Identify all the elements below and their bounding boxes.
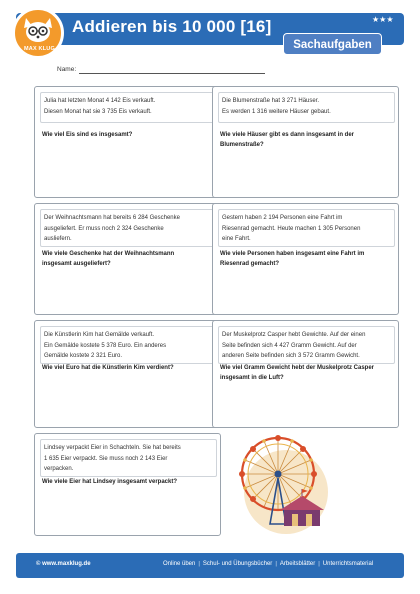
category-badge: Sachaufgaben [283,33,382,55]
task-question-line: Wie viele Häuser gibt es dann insgesamt in der [220,132,354,138]
task-text-line: Die Künstlerin Kim hat Gemälde verkauft. [44,332,155,338]
task-question [220,249,364,269]
task-card [34,86,221,198]
task-question [42,477,177,487]
task-question [42,130,132,140]
task-card [34,433,221,536]
page-title: Addieren bis 10 000 [16] [72,17,272,36]
task-text-line: Der Weihnachtsmann hat bereits 6 284 Geschenke [44,215,180,221]
task-question [42,249,174,269]
task-question-line: Wie viele Geschenke hat der Weihnachtsmann [42,251,175,257]
footer-links [163,561,373,567]
task-text-line: ausgeliefert. Er muss noch 2 324 Geschenke [44,225,164,232]
task-question-line: Wie viel Eis sind es insgesamt? [42,132,133,138]
task-question-line: Wie viel Gramm Gewicht hebt der Muskelprotz Casper [220,365,374,371]
task-text-line: Ein Gemälde kostete 5 378 Euro. Ein anderes [44,342,167,349]
task-question-line: insgesamt in die Luft? [220,375,284,381]
task-card [34,203,221,315]
tent-window [306,514,312,526]
task-text-box [40,326,217,364]
footer-link-online-ueben[interactable]: Online üben [163,561,196,567]
task-text-box [40,92,217,123]
tent-door [292,514,298,526]
task-text-box [218,92,395,123]
task-text-line: Gestern haben 2 194 Personen eine Fahrt im [222,215,343,221]
ferris-wheel-hub [275,471,282,478]
task-text-line: Der Muskelprotz Casper hebt Gewichte. Auf der einen [222,332,366,338]
task-text-line: ausliefern. [44,236,72,242]
footer-link-arbeitsblaetter[interactable]: Arbeitsblätter [279,561,316,567]
footer-copyright[interactable]: © www.maxklug.de [36,561,91,567]
task-question [42,363,174,373]
task-question-line: Blumenstraße? [220,142,264,148]
task-text-line: Julia hat letzten Monat 4 142 Eis verkauft. [44,98,156,104]
task-question-line: insgesamt ausgeliefert? [42,261,111,267]
task-question-line: Wie viele Eier hat Lindsey insgesamt verpackt? [42,479,177,485]
task-text-line: Es werden 1 316 weitere Häuser gebaut. [222,108,331,115]
task-card [212,320,399,428]
task-card [212,86,399,198]
task-question-line: Riesenrad gemacht? [220,261,280,267]
task-text-line: Diesen Monat hat sie 3 735 Eis verkauft. [44,108,152,115]
footer-separator: | [275,561,277,567]
ferris-wheel-illustration [236,434,344,534]
tent-body [284,508,320,526]
task-text-line: verpacken. [44,466,74,472]
task-question [220,363,374,383]
task-text-box [40,439,217,477]
task-text-line: Lindsey verpackt Eier in Schachteln. Sie hat bereits [44,445,181,451]
task-card [34,320,221,428]
task-card [212,203,399,315]
footer-link-buecher[interactable]: Schul- und Übungsbücher [202,561,273,567]
task-text-line: eine Fahrt. [222,236,251,242]
task-question [220,130,354,150]
footer-bar [16,553,404,578]
task-text-line: 1 635 Eier verpackt. Sie muss noch 2 143 Eier [44,455,168,462]
name-write-line[interactable] [79,73,265,74]
footer-link-unterrichtsmaterial[interactable]: Unterrichtsmaterial [322,561,374,567]
task-text-line: Riesenrad gemacht. Heute machen 1 305 Personen [222,225,361,232]
footer-separator: | [318,561,320,567]
task-text-box [218,326,395,364]
task-text-line: Gemälde kostete 2 321 Euro. [44,353,123,359]
maxklug-logo [12,7,64,59]
task-question-line: Wie viel Euro hat die Künstlerin Kim verdient? [42,365,174,371]
task-text-line: anderen Seite befinden sich 3 572 Gramm Gewicht. [222,353,360,359]
task-text-box [40,209,217,247]
difficulty-stars: ★★★ [372,15,394,24]
footer-separator: | [198,561,200,567]
task-question-line: Wie viele Personen haben insgesamt eine Fahrt im [220,251,365,257]
task-text-box [218,209,395,247]
task-text-line: Seite befinden sich 4 427 Gramm Gewicht. Auf der [222,342,357,349]
name-label: Name: [57,66,77,73]
task-text-line: Die Blumenstraße hat 3 271 Häuser. [222,98,320,104]
logo-text: MAX KLUG [24,46,55,52]
